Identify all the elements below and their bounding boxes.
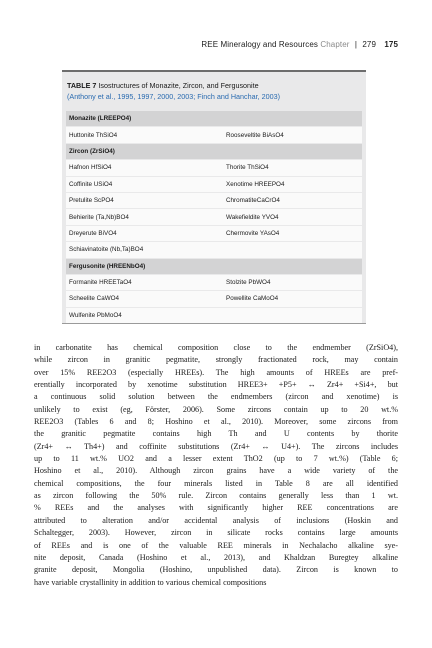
body-line: granite deposit, Mongolia (Hoshino, unpublished data). Zircon is known to bbox=[34, 565, 398, 575]
table-row bbox=[66, 177, 362, 193]
table-row bbox=[66, 242, 362, 258]
table-citation: (Anthony et al., 1995, 1997, 2000, 2003; Finch and Hanchar, 2003) bbox=[67, 92, 280, 101]
running-head-separator: | bbox=[354, 40, 358, 49]
body-line: attributed to alteration and/or accidental analysis of inclusions (Hoskin and bbox=[34, 515, 398, 525]
body-line: REE2O3 (Tables 6 and 8; Hoshino et al., 2010). Moreover, some zircons from bbox=[34, 417, 398, 427]
table-body bbox=[66, 111, 362, 324]
table-row bbox=[66, 209, 362, 225]
mineral-cell-left: Coffinite USiO4 bbox=[69, 180, 113, 188]
mineral-cell-left: Schiavinatoite (Nb,Ta)BO4 bbox=[69, 246, 144, 254]
mineral-cell-right: Thorite ThSiO4 bbox=[226, 164, 269, 172]
mineral-cell-left: Formanite HREETaO4 bbox=[69, 279, 132, 287]
mineral-cell-right: Stolzite PbWO4 bbox=[226, 279, 271, 287]
mineral-cell-right: Xenotime HREEPO4 bbox=[226, 180, 285, 188]
body-line: of REEs and is one of the valuable REE minerals in Nechalacho alkaline sye- bbox=[34, 540, 398, 550]
body-line: as zircon following the 50% rule. Zircon contains generally less than 1 wt. bbox=[34, 491, 398, 501]
mineral-cell-left: Wulfenite PbMoO4 bbox=[69, 311, 122, 319]
body-line: unlikely to exist (eg, Förster, 2006). Some zircons contain up to 20 wt.% bbox=[34, 404, 398, 414]
running-head-title: REE Mineralogy and Resources bbox=[201, 40, 319, 49]
body-line: Schaltegger, 2003). However, zircon in silicate rocks contains large amounts bbox=[34, 528, 398, 538]
body-line: have variable crystallinity in addition to various chemical compositions bbox=[34, 577, 267, 587]
mineral-cell-left: Scheelite CaWO4 bbox=[69, 295, 120, 303]
table-row bbox=[66, 275, 362, 291]
mineral-cell-left: Dreyerute BiVO4 bbox=[69, 229, 117, 237]
mineral-cell-right: Wakefieldite YVO4 bbox=[226, 213, 279, 221]
table-row bbox=[66, 160, 362, 176]
table-row bbox=[66, 127, 362, 143]
body-line: chemical compositions, the four minerals listed in Table 8 are all identified bbox=[34, 478, 398, 488]
mineral-cell-left: Behierite (Ta,Nb)BO4 bbox=[69, 213, 129, 221]
table-row bbox=[66, 308, 362, 324]
body-line: Hoshino et al., 2010). Although zircon grains have a wide variety of the bbox=[34, 466, 398, 476]
mineral-cell-right: Powellite CaMoO4 bbox=[226, 295, 279, 303]
running-head-chapter: Chapter bbox=[320, 40, 350, 49]
mineral-cell-left: Pretulite ScPO4 bbox=[69, 197, 114, 205]
body-line: the granitic pegmatite contains high Th and U contents by thorite bbox=[34, 429, 398, 439]
table-top-rule bbox=[62, 70, 366, 72]
body-line: (Zr4+ ↔ Th4+) and coffinite substitutions (Zr4+ ↔ U4+). The zircons includes bbox=[34, 441, 398, 451]
table-group-header: Fergusonite (HREENbO4) bbox=[66, 259, 362, 275]
body-line: up to 11 wt.% UO2 and a lesser extent ThO2 (up to 7 wt.%) (Table 6; bbox=[34, 454, 398, 464]
body-line: while zircon in granitic pegmatite, strongly fractionated rock, may contain bbox=[34, 355, 398, 365]
table-row bbox=[66, 226, 362, 242]
body-line: over 15% REE2O3 (especially HREEs). The high amounts of HREEs are pref- bbox=[34, 367, 398, 377]
body-line: nite deposit, Canada (Hoshino et al., 2013), and Khaldzan Buregtey alkaline bbox=[34, 552, 398, 562]
table-7 bbox=[62, 70, 366, 324]
mineral-cell-left: Huttonite ThSiO4 bbox=[69, 131, 118, 139]
body-line: % REEs and the analyses with significantly higher REE concentrations are bbox=[34, 503, 398, 513]
table-group-header: Monazite (LREEPO4) bbox=[66, 111, 362, 127]
table-row bbox=[66, 193, 362, 209]
running-head bbox=[201, 40, 398, 49]
table-bottom-rule bbox=[62, 323, 366, 324]
body-line: a continuous solid solution between the endmembers (zircon and xenotime) is bbox=[34, 392, 398, 402]
page-number: 175 bbox=[384, 40, 398, 49]
table-label: TABLE 7 bbox=[67, 81, 97, 90]
table-caption bbox=[67, 80, 360, 102]
table-title: Isostructures of Monazite, Zircon, and Fergusonite bbox=[98, 81, 259, 90]
table-group-header: Zircon (ZrSiO4) bbox=[66, 144, 362, 160]
mineral-cell-right: Chermovite YAsO4 bbox=[226, 229, 280, 237]
mineral-cell-right: ChromatiteCaCrO4 bbox=[226, 197, 280, 205]
running-head-chapter-number: 279 bbox=[362, 40, 377, 49]
body-line: erentially incorporated by xenotime substitution HREE3+ +P5+ ↔ Zr4+ +Si4+, but bbox=[34, 380, 398, 390]
body-paragraph bbox=[34, 342, 398, 589]
table-row bbox=[66, 291, 362, 307]
body-line: in carbonatite has chemical composition close to the endmember (ZrSiO4), bbox=[34, 343, 398, 352]
mineral-cell-right: Rooseveltite BiAsO4 bbox=[226, 131, 284, 139]
mineral-cell-left: Hafnon HfSiO4 bbox=[69, 164, 112, 172]
